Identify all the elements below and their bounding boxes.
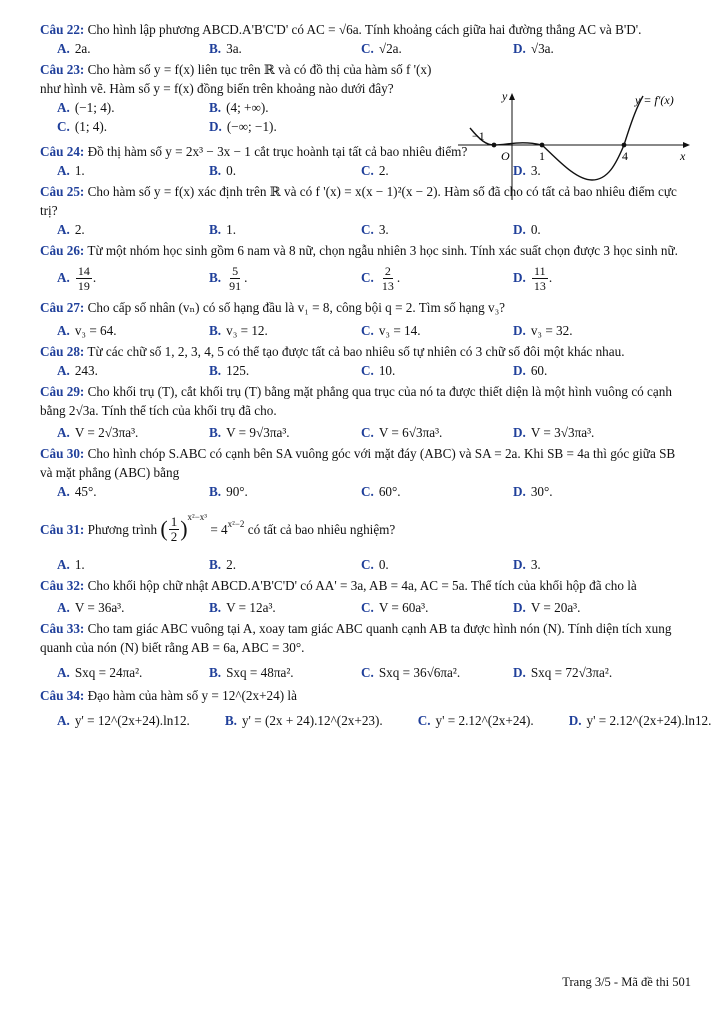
origin-label: O	[501, 149, 510, 163]
question-27	[40, 298, 688, 340]
question-text-post: có tất cả bao nhiêu nghiệm?	[247, 521, 396, 537]
equation-rhs: = 4	[210, 521, 228, 537]
option-d[interactable]: D. √3a.	[513, 41, 554, 56]
option-c[interactable]: C. V = 6√3πa³.	[361, 425, 443, 440]
option-d[interactable]: D. Sxq = 72√3πa².	[513, 665, 613, 680]
option-b[interactable]: B. 125.	[209, 363, 250, 378]
option-a[interactable]: A. 1.	[57, 163, 85, 178]
option-a[interactable]: A. 243.	[57, 363, 98, 378]
option-d[interactable]: D. $\frac{11}{13}$ .	[513, 264, 553, 294]
fraction-value: $\frac{14}{19}$	[77, 264, 90, 294]
x-axis-arrow-icon	[683, 142, 690, 148]
option-d[interactable]: D. 60.	[513, 363, 548, 378]
option-d[interactable]: D. y' = 2.12^(2x+24).ln12.	[568, 713, 712, 728]
option-b[interactable]: B. V = 9√3πa³.	[209, 425, 290, 440]
question-text: Từ một nhóm học sinh gồm 6 nam và 8 nữ, chọn ngẫu nhiên 3 học sinh. Tính xác suất chọn được 3 học sinh nữ.	[87, 243, 678, 258]
question-text: Cho hàm số y = f(x) liên tục trên ℝ và có đồ thị của hàm số f '(x) như hình vẽ. Hàm số y = f(x) đồng biến trên khoảng nào dưới đây?	[40, 62, 432, 96]
question-31: Câu 31: Phương trình ( $\frac{1}{2}$ ) $^{x^2-x^3}$ = 4 $^{x^2-2}$ có tất cả bao nhiêu nghiệm? A. 1. B. 2. C. 0. D. 3.	[40, 509, 688, 574]
option-a[interactable]: A. (−1; 4).	[57, 100, 115, 115]
option-c[interactable]: C. V = 60a³.	[361, 600, 429, 615]
question-text: Đồ thị hàm số y = 2x³ − 3x − 1 cắt trục hoành tại tất cả bao nhiêu điểm?	[87, 144, 468, 159]
fraction-value: $\frac{5}{91}$	[229, 264, 242, 294]
question-label: Câu 24:	[40, 144, 85, 159]
option-b[interactable]: B. 90°.	[209, 484, 248, 499]
tick-label-minus-1: −1	[472, 129, 485, 143]
option-a[interactable]: A. Sxq = 24πa².	[57, 665, 143, 680]
option-c[interactable]: C. 2.	[361, 163, 389, 178]
point-minus-1	[492, 143, 497, 148]
option-c[interactable]: C. (1; 4).	[57, 119, 108, 134]
option-a[interactable]: A. V = 2√3πa³.	[57, 425, 139, 440]
question-34	[40, 686, 712, 730]
option-a[interactable]: A. 1.	[57, 557, 85, 572]
question-28	[40, 342, 688, 380]
question-label: Câu 34:	[40, 688, 85, 703]
question-label: Câu 23:	[40, 62, 85, 77]
question-29	[40, 382, 688, 442]
option-b[interactable]: B. (4; +∞).	[209, 100, 269, 115]
fraction-value: $\frac{11}{13}$	[533, 264, 546, 294]
question-32	[40, 576, 688, 617]
option-d[interactable]: D. v₃ = 32.	[513, 323, 573, 338]
question-text: Đạo hàm của hàm số y = 12^(2x+24) là	[87, 688, 297, 703]
curve	[470, 96, 643, 180]
option-c[interactable]: C. y' = 2.12^(2x+24).	[417, 713, 534, 728]
option-d[interactable]: D. V = 3√3πa³.	[513, 425, 595, 440]
x-label: x	[680, 149, 686, 163]
question-label: Câu 26:	[40, 243, 85, 258]
option-a[interactable]: A. $\frac{14}{19}$ .	[57, 264, 97, 294]
option-d[interactable]: D. 3.	[513, 163, 541, 178]
option-c[interactable]: C. √2a.	[361, 41, 402, 56]
question-label: Câu 29:	[40, 384, 85, 399]
question-label: Câu 28:	[40, 344, 85, 359]
option-a[interactable]: A. 2a.	[57, 41, 91, 56]
option-c[interactable]: C. Sxq = 36√6πa².	[361, 665, 461, 680]
option-c[interactable]: C. v₃ = 14.	[361, 323, 421, 338]
question-22	[40, 20, 688, 58]
question-label: Câu 33:	[40, 621, 85, 636]
option-b[interactable]: B. 0.	[209, 163, 236, 178]
option-c[interactable]: C. 10.	[361, 363, 396, 378]
question-text: Cho hình chóp S.ABC có cạnh bên SA vuông góc với mặt đáy (ABC) và SA = 2a. Khi SB = 4a thì góc giữa SB và mặt phẳng (ABC) bằng	[40, 446, 676, 480]
point-4	[622, 143, 627, 148]
option-a[interactable]: A. V = 36a³.	[57, 600, 125, 615]
question-text: Cho khối hộp chữ nhật ABCD.A'B'C'D' có AA' = 3a, AB = 4a, AC = 5a. Thể tích của khối hộp đã cho là	[87, 578, 637, 593]
option-c[interactable]: C. $\frac{2}{13}$ .	[361, 264, 401, 294]
question-label: Câu 30:	[40, 446, 85, 461]
option-a[interactable]: A. v₃ = 64.	[57, 323, 117, 338]
option-b[interactable]: B. y' = (2x + 24).12^(2x+23).	[224, 713, 383, 728]
option-b[interactable]: B. $\frac{5}{91}$ .	[209, 264, 248, 294]
question-text: Cho hàm số y = f(x) xác định trên ℝ và có f '(x) = x(x − 1)²(x − 2). Hàm số đã cho có tất cả bao nhiêu điểm cực trị?	[40, 184, 677, 218]
option-b[interactable]: B. V = 12a³.	[209, 600, 276, 615]
question-label: Câu 31:	[40, 521, 85, 537]
option-d[interactable]: D. V = 20a³.	[513, 600, 581, 615]
option-d[interactable]: D. 0.	[513, 222, 541, 237]
question-label: Câu 25:	[40, 184, 85, 199]
option-d[interactable]: D. 3.	[513, 557, 541, 572]
derivative-graph	[458, 88, 693, 206]
fraction-value: $\frac{2}{13}$	[381, 264, 394, 294]
option-d[interactable]: D. 30°.	[513, 484, 553, 499]
question-label: Câu 32:	[40, 578, 85, 593]
option-b[interactable]: B. 3a.	[209, 41, 242, 56]
option-a[interactable]: A. 2.	[57, 222, 85, 237]
y-axis-arrow-icon	[509, 93, 515, 100]
question-text: Cho khối trụ (T), cắt khối trụ (T) bằng mặt phẳng qua trục của nó ta được thiết diện là một hình vuông có cạnh bằng 2√3a. Tính thể tích của khối trụ đã cho.	[40, 384, 672, 418]
option-c[interactable]: C. 60°.	[361, 484, 401, 499]
option-d[interactable]: D. (−∞; −1).	[209, 119, 277, 134]
tick-label-4: 4	[622, 149, 628, 163]
question-label: Câu 27:	[40, 300, 85, 315]
option-c[interactable]: C. 0.	[361, 557, 389, 572]
option-b[interactable]: B. 1.	[209, 222, 236, 237]
point-1	[540, 143, 545, 148]
question-text: Cho hình lập phương ABCD.A'B'C'D' có AC = √6a. Tính khoảng cách giữa hai đường thẳng AC và B'D'.	[87, 22, 642, 37]
question-33	[40, 619, 688, 682]
option-c[interactable]: C. 3.	[361, 222, 389, 237]
page-footer: Trang 3/5 - Mã đề thi 501	[562, 975, 691, 989]
option-b[interactable]: B. v₃ = 12.	[209, 323, 268, 338]
tick-label-1: 1	[539, 149, 545, 163]
option-b[interactable]: B. Sxq = 48πa².	[209, 665, 294, 680]
question-text: Phương trình	[87, 521, 158, 537]
option-b[interactable]: B. 2.	[209, 557, 236, 572]
question-text: Cho tam giác ABC vuông tại A, xoay tam giác ABC quanh cạnh AB ta được hình nón (N). Tính diện tích xung quanh của nón (N) biết rằng AB = 6a, ABC = 30°.	[40, 621, 672, 655]
y-label: y	[502, 89, 508, 103]
equation-base: $\frac{1}{2}$	[170, 513, 178, 544]
question-26	[40, 241, 688, 296]
question-30	[40, 444, 688, 501]
question-text: Từ các chữ số 1, 2, 3, 4, 5 có thể tạo được tất cả bao nhiêu số tự nhiên có 3 chữ số đôi một khác nhau.	[87, 344, 625, 359]
option-a[interactable]: A. y' = 12^(2x+24).ln12.	[57, 713, 190, 728]
option-a[interactable]: A. 45°.	[57, 484, 97, 499]
question-label: Câu 22:	[40, 22, 85, 37]
curve-label: y = f′(x)	[635, 93, 674, 107]
question-text: Cho cấp số nhân (vₙ) có số hạng đầu là v₁ = 8, công bội q = 2. Tìm số hạng v₃?	[87, 300, 506, 315]
